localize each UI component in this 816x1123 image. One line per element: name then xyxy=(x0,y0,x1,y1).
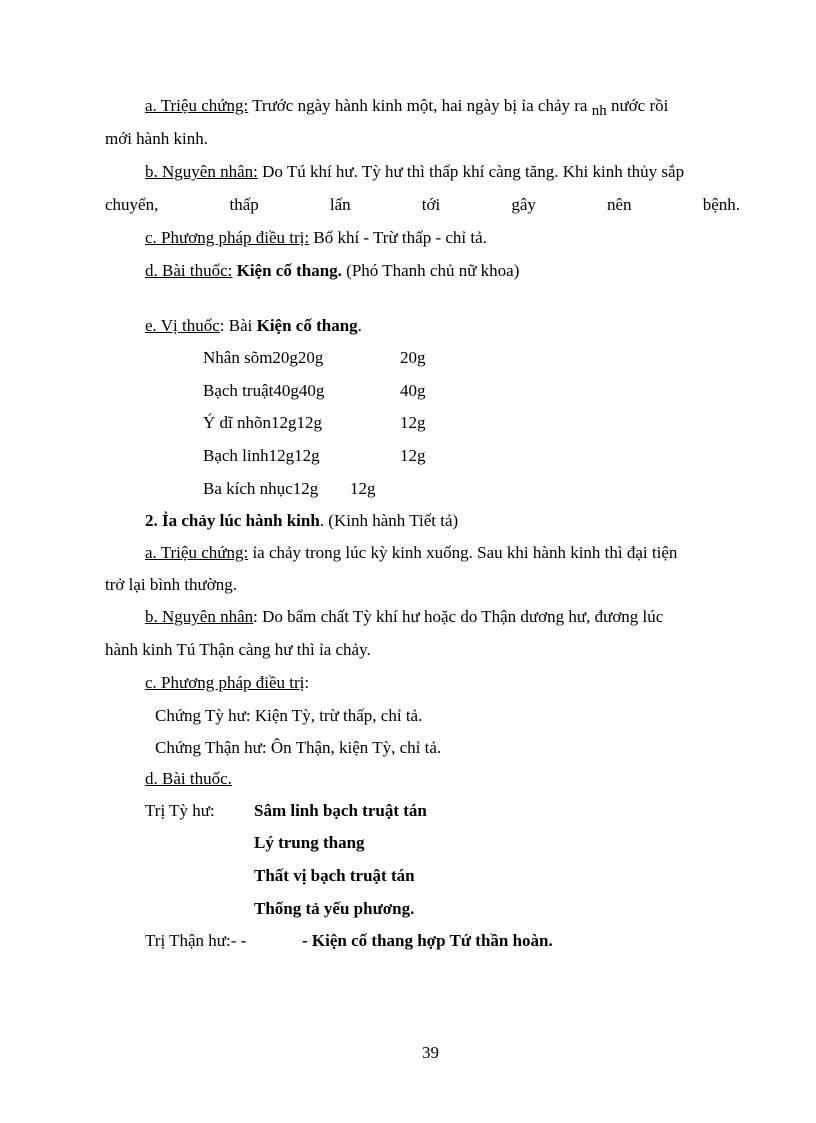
s1-cause-label: b. Nguyên nhân: xyxy=(145,162,258,181)
s2-remedy-item: Thống tả yếu phương. xyxy=(254,899,415,918)
s2-tri-ty-hu-label: Trị Tỳ hư: xyxy=(145,801,215,820)
s2-remedy-item: Lý trung thang xyxy=(254,833,365,852)
s2-than-remedy: - Kiện cố thang hợp Tứ thần hoàn. xyxy=(302,931,553,950)
s2-remedy-item: Thất vị bạch truật tán xyxy=(254,866,415,885)
s1-treatment-line xyxy=(145,228,487,248)
s2-remedy-item: Sâm linh bạch truật tán xyxy=(254,801,427,820)
ingredient-name: Nhân sõm20g20g xyxy=(203,348,324,367)
s1-cause-text: Do Tú khí hư. Tỳ hư thì thấp khí càng tăng. Khi kinh thủy sắp xyxy=(257,162,685,181)
s1-cause-line xyxy=(145,162,684,182)
s1-treatment-label: c. Phương pháp điều trị: xyxy=(145,228,310,247)
ingredient-name: Ba kích nhục12g xyxy=(203,479,319,498)
s1-remedy-line xyxy=(145,261,519,281)
s1-symptoms-end: nước rồi xyxy=(606,96,669,115)
ingredient-name: Ý dĩ nhõn12g12g xyxy=(203,413,322,432)
s1-cause-word: lấn xyxy=(329,195,351,214)
s1-cause-word: thấp xyxy=(229,195,259,214)
page-number: 39 xyxy=(422,1043,439,1062)
s1-remedy-label: d. Bài thuốc: xyxy=(145,261,233,280)
s2-cause-label: b. Nguyên nhân xyxy=(145,607,254,626)
s2-treatment-colon: : xyxy=(304,673,310,692)
s1-symptoms-label: a. Triệu chứng: xyxy=(145,96,249,115)
s1-cause-word: chuyển, xyxy=(105,195,159,214)
s2-treatment-spleen: Chứng Tỳ hư: Kiện Tỳ, trừ thấp, chỉ tả. xyxy=(155,706,423,725)
ingredient-name: Bạch linh12g12g xyxy=(203,446,320,465)
s2-cause-line xyxy=(145,607,663,627)
s1-cause-word: tới xyxy=(421,195,441,214)
ingredient-dose: 20g xyxy=(400,348,426,367)
s1-symptoms-cont: mới hành kinh. xyxy=(105,129,208,148)
ingredient-dose: 40g xyxy=(400,381,426,400)
ingredient-name: Bạch truật40g40g xyxy=(203,381,325,400)
s1-remedy-name: Kiện cố thang. xyxy=(236,261,342,280)
s1-cause-word: gây xyxy=(511,195,536,214)
s1-treatment-text: Bổ khí - Trừ thấp - chỉ tả. xyxy=(309,228,487,247)
s1-cause-cont xyxy=(105,195,740,215)
s2-tri-than-hu-label: Trị Thận hư:- - xyxy=(145,931,247,950)
s2-heading xyxy=(145,511,458,531)
s2-symptoms-cont: trở lại bình thường. xyxy=(105,575,238,594)
ingredient-dose: 12g xyxy=(400,413,426,432)
s1-cause-word: bệnh. xyxy=(702,195,740,214)
s2-title: 2. Ỉa chảy lúc hành kinh xyxy=(145,511,320,530)
s1-ingredients-end: . xyxy=(357,316,362,335)
s2-treatment-kidney: Chứng Thận hư: Ôn Thận, kiện Tỳ, chỉ tả. xyxy=(155,738,442,757)
s1-ingredients-bold: Kiện cố thang xyxy=(256,316,358,335)
s1-symptoms-sub: nh xyxy=(591,103,607,119)
s2-remedy-label: d. Bài thuốc. xyxy=(145,769,232,788)
s2-cause-text: : Do bẩm chất Tỳ khí hư hoặc do Thận dương hư, đương lúc xyxy=(253,607,664,626)
s1-symptoms-line xyxy=(145,96,668,117)
s1-ingredients-label: e. Vị thuốc xyxy=(145,316,220,335)
s2-cause-cont: hành kinh Tú Thận càng hư thì ỉa chảy. xyxy=(105,640,371,659)
s2-symptoms-label: a. Triệu chứng: xyxy=(145,543,249,562)
s1-ingredients-text: : Bài xyxy=(219,316,257,335)
s1-remedy-source: (Phó Thanh chủ nữ khoa) xyxy=(341,261,520,280)
ingredient-dose: 12g xyxy=(350,479,376,498)
s2-treatment-line xyxy=(145,673,309,693)
s2-symptoms-text: ỉa chảy trong lúc kỳ kinh xuống. Sau khi hành kinh thì đại tiện xyxy=(248,543,678,562)
s1-cause-word: nên xyxy=(607,195,632,214)
s1-symptoms-text: Trước ngày hành kinh một, hai ngày bị ỉa chảy ra xyxy=(248,96,592,115)
s2-symptoms-line xyxy=(145,543,677,563)
s2-treatment-label: c. Phương pháp điều trị xyxy=(145,673,305,692)
s1-ingredients-line xyxy=(145,316,362,336)
s2-subtitle: . (Kinh hành Tiết tả) xyxy=(319,511,459,530)
ingredient-dose: 12g xyxy=(400,446,426,465)
